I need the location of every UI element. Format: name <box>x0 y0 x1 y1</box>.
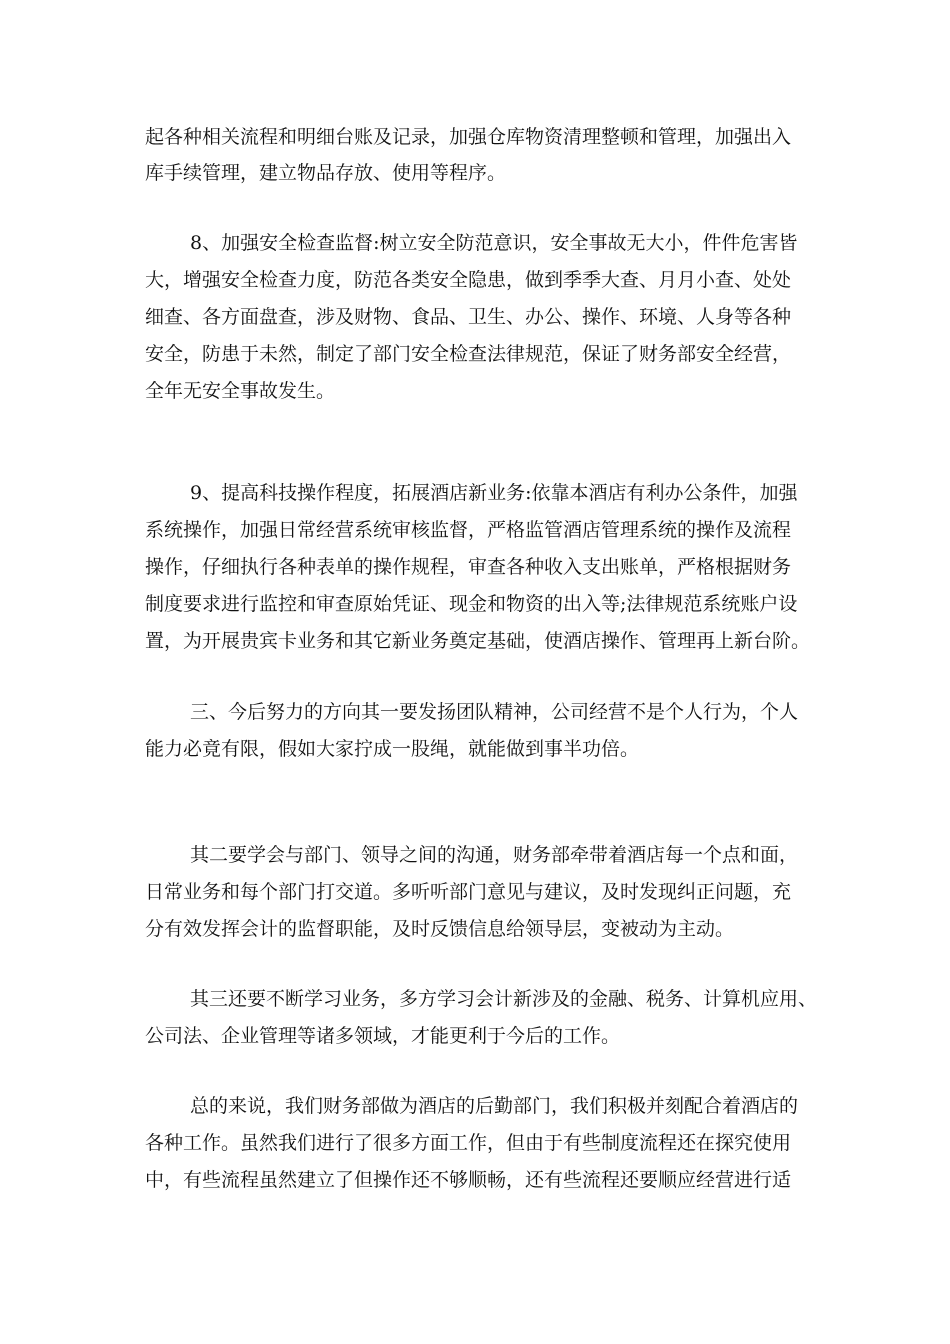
paragraph-4-line-1: 三、今后努力的方向其一要发扬团队精神，公司经营不是个人行为，个人 <box>190 701 799 723</box>
paragraph-7-line-1: 总的来说，我们财务部做为酒店的后勤部门，我们积极并刻配合着酒店的 <box>190 1095 799 1117</box>
paragraph-5-line-2: 日常业务和每个部门打交道。多听听部门意见与建议，及时发现纠正问题，充 <box>145 881 792 903</box>
paragraph-2-line-3: 细查、各方面盘查，涉及财物、食品、卫生、办公、操作、环境、人身等各种 <box>145 306 792 328</box>
paragraph-3-line-5: 置，为开展贵宾卡业务和其它新业务奠定基础，使酒店操作、管理再上新台阶。 <box>145 630 811 652</box>
paragraph-1-line-2: 库手续管理，建立物品存放、使用等程序。 <box>145 162 507 184</box>
paragraph-5-line-3: 分有效发挥会计的监督职能，及时反馈信息给领导层，变被动为主动。 <box>145 918 735 940</box>
paragraph-4-line-2: 能力必竟有限，假如大家拧成一股绳，就能做到事半功倍。 <box>145 738 640 760</box>
paragraph-6-line-1: 其三还要不断学习业务，多方学习会计新涉及的金融、税务、计算机应用、 <box>190 988 818 1010</box>
paragraph-3-line-3: 操作，仔细执行各种表单的操作规程，审查各种收入支出账单，严格根据财务 <box>145 556 792 578</box>
paragraph-7-line-3: 中，有些流程虽然建立了但操作还不够顺畅，还有些流程还要顺应经营进行适 <box>145 1169 792 1191</box>
paragraph-2-line-1: 8、加强安全检查监督:树立安全防范意识，安全事故无大小，件件危害皆 <box>190 232 798 254</box>
paragraph-5-line-1: 其二要学会与部门、领导之间的沟通，财务部牵带着酒店每一个点和面， <box>190 844 799 866</box>
paragraph-2-line-2: 大，增强安全检查力度，防范各类安全隐患，做到季季大查、月月小查、处处 <box>145 269 792 291</box>
paragraph-2-line-4: 安全，防患于未然，制定了部门安全检查法律规范，保证了财务部安全经营， <box>145 343 792 365</box>
paragraph-2-line-5: 全年无安全事故发生。 <box>145 380 336 402</box>
paragraph-1-line-1: 起各种相关流程和明细台账及记录，加强仓库物资清理整顿和管理，加强出入 <box>145 126 792 148</box>
paragraph-3-line-2: 系统操作，加强日常经营系统审核监督，严格监管酒店管理系统的操作及流程 <box>145 519 792 541</box>
paragraph-6-line-2: 公司法、企业管理等诸多领域，才能更利于今后的工作。 <box>145 1025 621 1047</box>
paragraph-3-line-4: 制度要求进行监控和审查原始凭证、现金和物资的出入等;法律规范系统账户设 <box>145 593 798 615</box>
paragraph-3-line-1: 9、提高科技操作程度，拓展酒店新业务:依靠本酒店有利办公条件，加强 <box>190 482 798 504</box>
paragraph-7-line-2: 各种工作。虽然我们进行了很多方面工作，但由于有些制度流程还在探究使用 <box>145 1132 792 1154</box>
